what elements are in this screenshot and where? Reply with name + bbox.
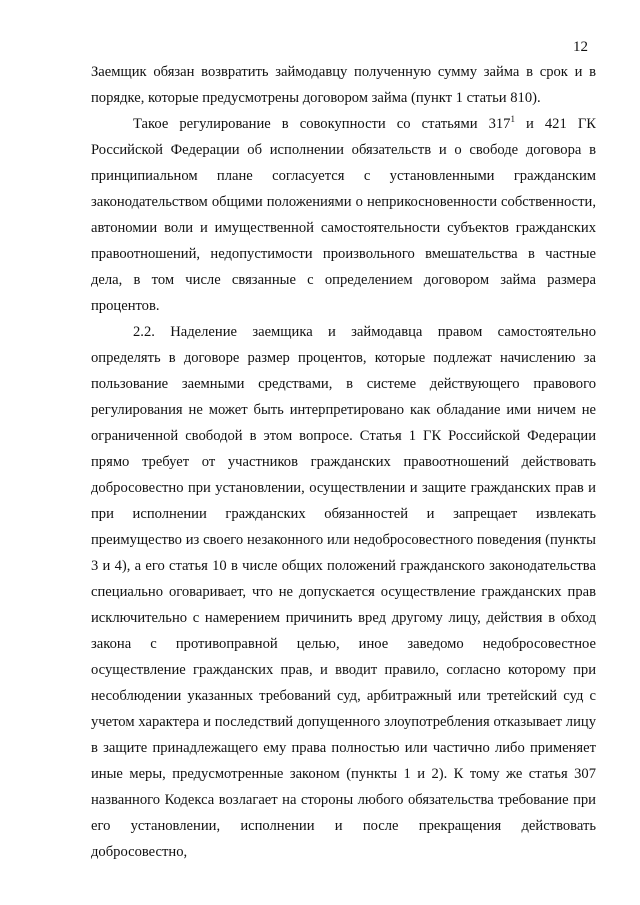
article-superscript: 1 bbox=[510, 114, 515, 125]
paragraph-2-2: 2.2. Наделение заемщика и займодавца правом самостоятельно определять в договоре размер процентов, которые подлежат начислению за пользование заемными средствами, в системе действующего правового регулирования не может быть интерпретировано как обладание ими ничем не ограниченной свободой в этом вопросе. Статья 1 ГК Российской Федерации прямо требует от участников гражданских правоотношений действовать добросовестно при установлении, осуществлении и защите гражданских прав и при исполнении гражданских обязанностей и запрещает извлекать преимущество из своего незаконного или недобросовестного поведения (пункты 3 и 4), а его статья 10 в числе общих положений гражданского законодательства специально оговаривает, что не допускается осуществление гражданских прав исключительно с намерением причинить вред другому лицу, действия в обход закона с противоправной целью, иное заведомо недобросовестное осуществление гражданских прав, и вводит правило, согласно которому при несоблюдении указанных требований суд, арбитражный или третейский суд с учетом характера и последствий допущенного злоупотребления отказывает лицу в защите принадлежащего ему права полностью или частично либо применяет иные меры, предусмотренные законом (пункты 1 и 2). К тому же статья 307 названного Кодекса возлагает на стороны любого обязательства требование при его установлении, исполнении и после прекращения действовать добросовестно, bbox=[91, 324, 596, 860]
paragraph-regulation-end: и 421 ГК Российской Федерации об исполнении обязательств и о свободе договора в принципиальном плане согласуется с установленными гражданским законодательством общими положениями о неприкосновенности собственности, автономии воли и имущественной самостоятельности субъектов гражданских правоотношений, недопустимости произвольного вмешательства в частные дела, в том числе связанные с определением договором займа размера процентов. bbox=[91, 116, 596, 314]
paragraph-regulation-start: Такое регулирование в совокупности со статьями 317 bbox=[133, 116, 511, 132]
paragraph-regulation bbox=[91, 111, 596, 319]
page-number: 12 bbox=[573, 39, 588, 55]
paragraph-loan-repayment: Заемщик обязан возвратить займодавцу полученную сумму займа в срок и в порядке, которые предусмотрены договором займа (пункт 1 статьи 810). bbox=[91, 64, 596, 106]
body-text bbox=[91, 59, 596, 865]
